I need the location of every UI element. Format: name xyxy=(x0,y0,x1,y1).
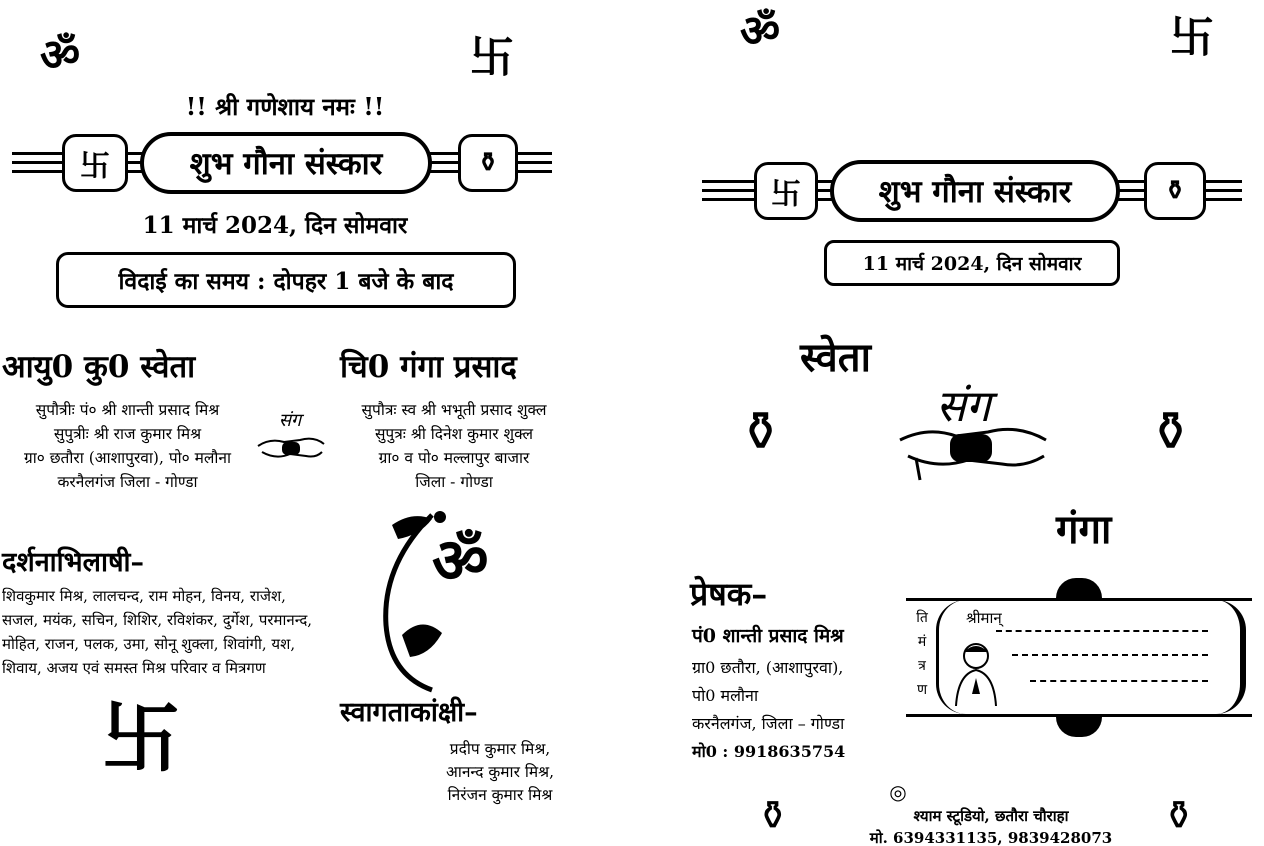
kalash-icon: ⚱ xyxy=(1148,400,1194,463)
groom-name: चि0 गंगा प्रसाद xyxy=(340,349,517,385)
bride-details: सुपौत्रीः पं० श्री शान्ती प्रसाद मिश्र सुपुत्रीः श्री राज कुमार मिश्र ग्रा० छतौरा (आशापुरवा), पो० मलौना करनैलगंज जिला - गोण्डा xyxy=(23,401,232,491)
swagat-heading: स्वागताकांक्षी– xyxy=(340,697,478,728)
om-large-icon: ॐ xyxy=(432,524,489,597)
swastika-icon: 卐 xyxy=(62,134,128,192)
address-line[interactable] xyxy=(1030,680,1208,682)
title-banner xyxy=(702,156,1242,226)
scroll-ornament-top xyxy=(1056,578,1102,598)
title: शुभ गौना संस्कार xyxy=(830,160,1120,222)
sang-big: संग xyxy=(936,381,991,432)
bride-name: आयु0 कु0 स्वेता xyxy=(2,349,196,385)
invocation: !! श्री गणेशाय नमः !! xyxy=(185,92,385,121)
kalash-icon: ⚱ xyxy=(1162,793,1196,839)
namaste-lady-icon xyxy=(950,638,1002,708)
swastika-icon: 卐 xyxy=(470,32,514,83)
om-icon: ॐ xyxy=(740,6,781,57)
om-icon: ॐ xyxy=(40,30,81,81)
title: शुभ गौना संस्कार xyxy=(140,132,432,194)
sender-address: ग्रा0 छतौरा, (आशापुरवा), पो0 मलौना करनैलगंज, जिला – गोण्डा मो0 : 9918635754 xyxy=(692,658,846,761)
farewell-time: विदाई का समय : दोपहर 1 बजे के बाद xyxy=(56,252,516,308)
bride-name: स्वेता xyxy=(800,334,871,381)
kalash-icon: ⚱ xyxy=(756,793,790,839)
handshake-icon xyxy=(256,430,326,466)
address-line[interactable] xyxy=(1012,654,1208,656)
studio-phone: मो. 6394331135, 9839428073 xyxy=(869,829,1113,846)
groom-name: गंगा xyxy=(1056,506,1112,553)
invite-vertical: ति मं त्र ण xyxy=(916,610,928,698)
darshan-heading: दर्शनाभिलाषी– xyxy=(2,547,145,578)
kalash-icon: ⚱ xyxy=(738,400,784,463)
sender-name: पं0 शान्ती प्रसाद मिश्र xyxy=(692,625,844,647)
kalash-icon: ⚱ xyxy=(458,134,518,192)
swastika-icon: 卐 xyxy=(754,162,818,220)
studio-logo-icon: ◎ xyxy=(889,780,907,804)
swastika-icon: 卐 xyxy=(1170,12,1214,63)
swastika-large-icon: 卐 xyxy=(102,693,181,784)
title-banner xyxy=(12,128,552,198)
date: 11 मार्च 2024, दिन सोमवार xyxy=(142,212,408,239)
handshake-icon xyxy=(898,410,1048,482)
shriman-label: श्रीमान् xyxy=(966,609,1002,627)
swagat-list: प्रदीप कुमार मिश्र, आनन्द कुमार मिश्र, निरंजन कुमार मिश्र xyxy=(445,740,555,804)
scroll-ornament-bottom xyxy=(1056,717,1102,737)
groom-details: सुपौत्रः स्व श्री भभूती प्रसाद शुक्ल सुपुत्रः श्री दिनेश कुमार शुक्ल ग्रा० व पो० मल्लापुर बाजार जिला - गोण्डा xyxy=(361,401,547,491)
address-line[interactable] xyxy=(996,630,1208,632)
sang-small: संग xyxy=(278,410,302,431)
kalash-icon: ⚱ xyxy=(1144,162,1206,220)
date: 11 मार्च 2024, दिन सोमवार xyxy=(824,240,1120,286)
darshan-list: शिवकुमार मिश्र, लालचन्द, राम मोहन, विनय, राजेश, सजल, मयंक, सचिन, शिशिर, रविशंकर, दुर्गेश, परमानन्द, मोहित, राजन, पलक, उमा, सोनू शुक्ला, शिवांगी, यश, शिवाय, अजय एवं समस्त मिश्र परिवार व मित्रगण xyxy=(2,587,313,677)
sender-heading: प्रेषक– xyxy=(690,575,768,613)
studio-name: श्याम स्टूडियो, छतौरा चौराहा xyxy=(913,807,1069,825)
